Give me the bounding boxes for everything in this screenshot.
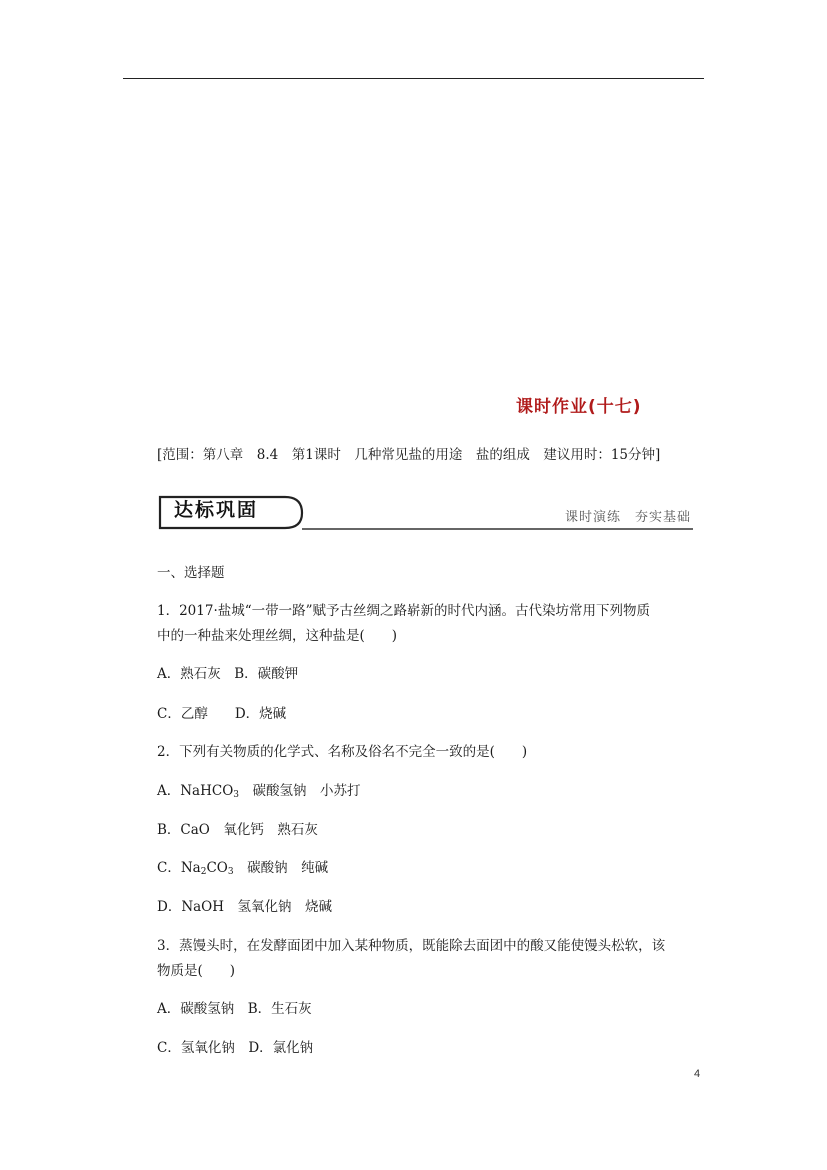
scope-line: [范围：第八章 8.4 第1课时 几种常见盐的用途 盐的组成 建议用时：15分钟] <box>157 447 661 463</box>
section-banner <box>157 491 693 531</box>
page-title: 课时作业(十七) <box>516 397 642 417</box>
section-heading: 一、选择题 <box>157 565 225 581</box>
banner-title: 达标巩固 <box>174 499 259 521</box>
question-3-stem: 3．蒸馒头时，在发酵面团中加入某种物质，既能除去面团中的酸又能使馒头松软，该 <box>157 938 666 954</box>
question-2-stem: 2．下列有关物质的化学式、名称及俗名不完全一致的是( ) <box>157 744 528 760</box>
question-3-options-cd: C．氢氧化钠 D．氯化钠 <box>157 1040 314 1056</box>
question-1-stem: 1．2017·盐城“一带一路”赋予古丝绸之路崭新的时代内涵。古代染坊常用下列物质 <box>157 603 651 619</box>
question-3-stem-cont: 物质是( ) <box>157 963 236 979</box>
question-3-options-ab: A．碳酸氢钠 B．生石灰 <box>157 1001 312 1017</box>
banner-subtitle: 课时演练 夯实基础 <box>564 510 691 525</box>
header-rule <box>123 78 704 79</box>
question-2-option-b: B．CaO 氧化钙 熟石灰 <box>157 822 318 838</box>
page-number: 4 <box>694 1068 701 1080</box>
question-1-stem-cont: 中的一种盐来处理丝绸，这种盐是( ) <box>157 628 398 644</box>
question-2-option-d: D．NaOH 氢氧化钠 烧碱 <box>157 899 333 915</box>
question-1-options-cd: C．乙醇 D．烧碱 <box>157 706 287 722</box>
question-1-options-ab: A．熟石灰 B．碳酸钾 <box>157 666 299 682</box>
question-2-option-a: A．NaHCO$_3$ 碳酸氢钠 小苏打 <box>157 783 361 800</box>
question-2-option-c: C．$Na_2CO_3$ 碳酸钠 纯碱 <box>157 860 329 877</box>
